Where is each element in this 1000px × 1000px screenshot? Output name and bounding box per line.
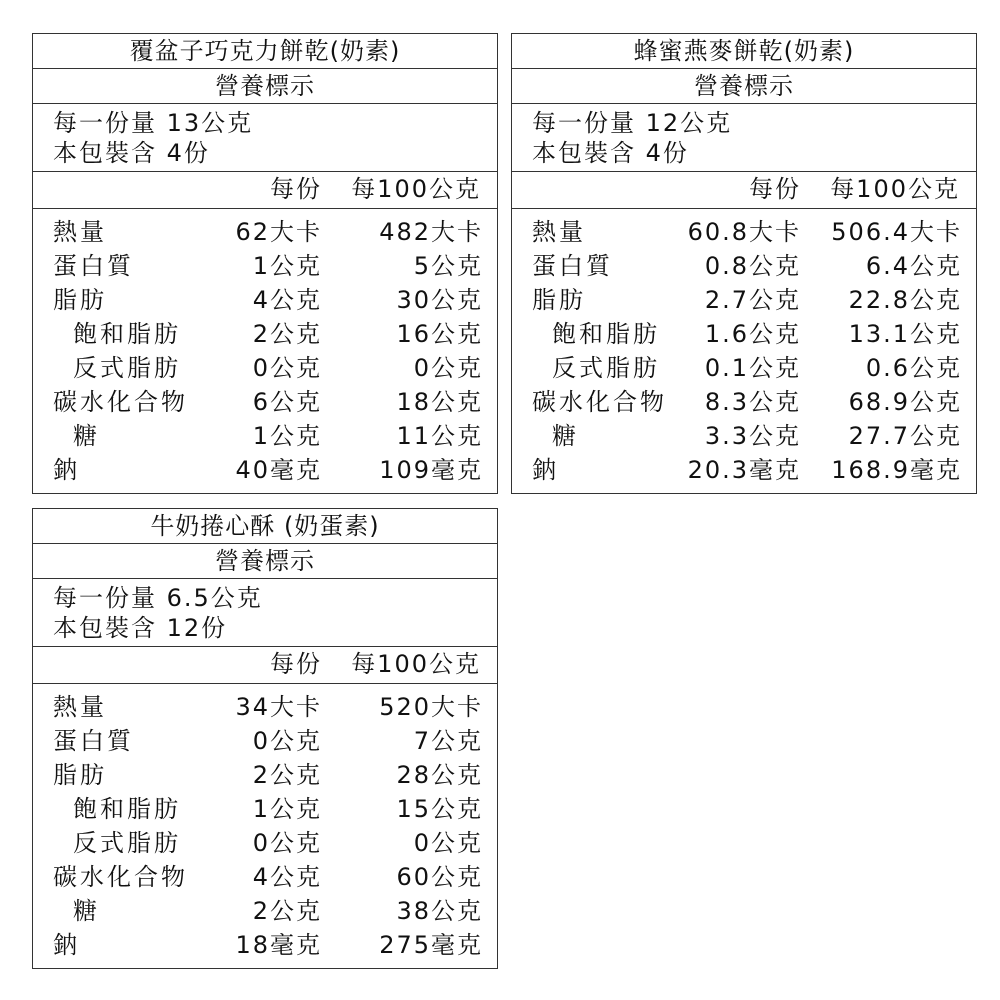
per-100g-value: 275毫克 [379,931,483,959]
per-serving-value: 1公克 [252,795,322,823]
per-serving-value: 18毫克 [235,931,322,959]
serving-info [33,579,497,647]
servings-per-pack: 本包裝含 4份 [532,139,689,167]
per-serving-value: 3.3公克 [704,422,801,450]
per-100g-value: 5公克 [413,252,483,280]
servings-per-pack: 本包裝含 12份 [53,614,228,642]
per-serving-value: 1公克 [252,252,322,280]
nutrition-facts-heading: 營養標示 [33,69,497,104]
nutrient-row-sodium [33,928,497,962]
nutrient-label: 蛋白質 [53,252,134,280]
per-serving-header: 每份 [270,175,322,203]
nutrient-row-carbohydrate [33,860,497,894]
nutrient-label: 鈉 [53,456,80,484]
serving-info [33,104,497,172]
per-serving-header: 每份 [749,175,801,203]
nutrition-facts-heading: 營養標示 [512,69,976,104]
nutrient-label: 熱量 [53,693,107,721]
per-100g-value: 506.4大卡 [831,218,962,246]
per-serving-value: 20.3毫克 [687,456,801,484]
per-100g-header: 每100公克 [830,175,960,203]
nutrient-row-sugar [33,419,497,453]
nutrient-label: 糖 [552,422,579,450]
nutrient-label: 脂肪 [532,286,586,314]
nutrient-row-fat [33,283,497,317]
product-title: 覆盆子巧克力餅乾(奶素) [33,34,497,69]
nutrient-row-trans-fat [33,351,497,385]
per-100g-value: 109毫克 [379,456,483,484]
nutrient-label: 反式脂肪 [73,354,181,382]
nutrient-label: 蛋白質 [53,727,134,755]
nutrient-label: 脂肪 [53,286,107,314]
per-serving-header: 每份 [270,650,322,678]
nutrient-label: 飽和脂肪 [73,320,181,348]
nutrient-row-calories [512,215,976,249]
per-serving-value: 2公克 [252,897,322,925]
per-serving-value: 6公克 [252,388,322,416]
nutrient-row-calories [33,690,497,724]
nutrient-row-protein [33,724,497,758]
per-100g-value: 22.8公克 [848,286,962,314]
per-100g-value: 16公克 [396,320,483,348]
per-100g-value: 68.9公克 [848,388,962,416]
per-serving-value: 4公克 [252,286,322,314]
per-serving-value: 62大卡 [235,218,322,246]
per-100g-value: 7公克 [413,727,483,755]
product-title: 蜂蜜燕麥餅乾(奶素) [512,34,976,69]
per-100g-value: 60公克 [396,863,483,891]
per-serving-value: 1公克 [252,422,322,450]
per-serving-value: 2公克 [252,761,322,789]
per-serving-value: 0公克 [252,727,322,755]
nutrient-row-protein [512,249,976,283]
per-100g-header: 每100公克 [351,175,481,203]
per-100g-value: 30公克 [396,286,483,314]
nutrient-row-calories [33,215,497,249]
servings-per-pack: 本包裝含 4份 [53,139,210,167]
nutrient-row-trans-fat [512,351,976,385]
per-100g-value: 13.1公克 [848,320,962,348]
nutrient-row-sugar [33,894,497,928]
per-serving-value: 0公克 [252,829,322,857]
per-100g-value: 0公克 [413,829,483,857]
per-serving-value: 1.6公克 [704,320,801,348]
nutrition-label-milk-wafer-roll [32,508,498,969]
per-100g-value: 18公克 [396,388,483,416]
per-serving-value: 2.7公克 [704,286,801,314]
column-headers [512,172,976,209]
nutrient-row-saturated-fat [33,792,497,826]
nutrient-label: 脂肪 [53,761,107,789]
per-serving-value: 40毫克 [235,456,322,484]
per-serving-value: 0.1公克 [704,354,801,382]
product-title: 牛奶捲心酥 (奶蛋素) [33,509,497,544]
nutrient-label: 熱量 [532,218,586,246]
nutrient-row-fat [33,758,497,792]
per-serving-value: 60.8大卡 [687,218,801,246]
per-100g-value: 38公克 [396,897,483,925]
nutrient-rows [512,209,976,487]
per-serving-value: 2公克 [252,320,322,348]
nutrient-label: 鈉 [532,456,559,484]
nutrient-label: 熱量 [53,218,107,246]
serving-size: 每一份量 12公克 [532,109,733,137]
per-100g-value: 0.6公克 [865,354,962,382]
nutrient-row-protein [33,249,497,283]
per-100g-value: 28公克 [396,761,483,789]
nutrient-label: 蛋白質 [532,252,613,280]
nutrition-label-raspberry-chocolate [32,33,498,494]
nutrient-label: 飽和脂肪 [552,320,660,348]
nutrient-row-sugar [512,419,976,453]
nutrient-rows [33,209,497,487]
serving-info [512,104,976,172]
per-100g-value: 0公克 [413,354,483,382]
per-100g-value: 482大卡 [379,218,483,246]
serving-size: 每一份量 13公克 [53,109,254,137]
nutrient-row-trans-fat [33,826,497,860]
nutrient-label: 飽和脂肪 [73,795,181,823]
per-100g-header: 每100公克 [351,650,481,678]
per-serving-value: 0.8公克 [704,252,801,280]
nutrient-label: 碳水化合物 [532,388,667,416]
per-100g-value: 27.7公克 [848,422,962,450]
nutrient-label: 碳水化合物 [53,863,188,891]
column-headers [33,172,497,209]
nutrient-label: 反式脂肪 [552,354,660,382]
column-headers [33,647,497,684]
nutrient-row-saturated-fat [512,317,976,351]
per-100g-value: 6.4公克 [865,252,962,280]
nutrient-row-saturated-fat [33,317,497,351]
per-serving-value: 4公克 [252,863,322,891]
nutrient-row-fat [512,283,976,317]
nutrient-rows [33,684,497,962]
nutrient-row-carbohydrate [33,385,497,419]
nutrient-label: 鈉 [53,931,80,959]
per-100g-value: 520大卡 [379,693,483,721]
nutrient-label: 碳水化合物 [53,388,188,416]
nutrition-label-honey-oat [511,33,977,494]
nutrition-facts-heading: 營養標示 [33,544,497,579]
nutrient-row-sodium [33,453,497,487]
per-100g-value: 168.9毫克 [831,456,962,484]
nutrient-row-carbohydrate [512,385,976,419]
nutrient-label: 反式脂肪 [73,829,181,857]
serving-size: 每一份量 6.5公克 [53,584,263,612]
nutrient-row-sodium [512,453,976,487]
per-serving-value: 8.3公克 [704,388,801,416]
per-serving-value: 0公克 [252,354,322,382]
per-100g-value: 15公克 [396,795,483,823]
per-100g-value: 11公克 [396,422,483,450]
nutrient-label: 糖 [73,422,100,450]
nutrient-label: 糖 [73,897,100,925]
per-serving-value: 34大卡 [235,693,322,721]
